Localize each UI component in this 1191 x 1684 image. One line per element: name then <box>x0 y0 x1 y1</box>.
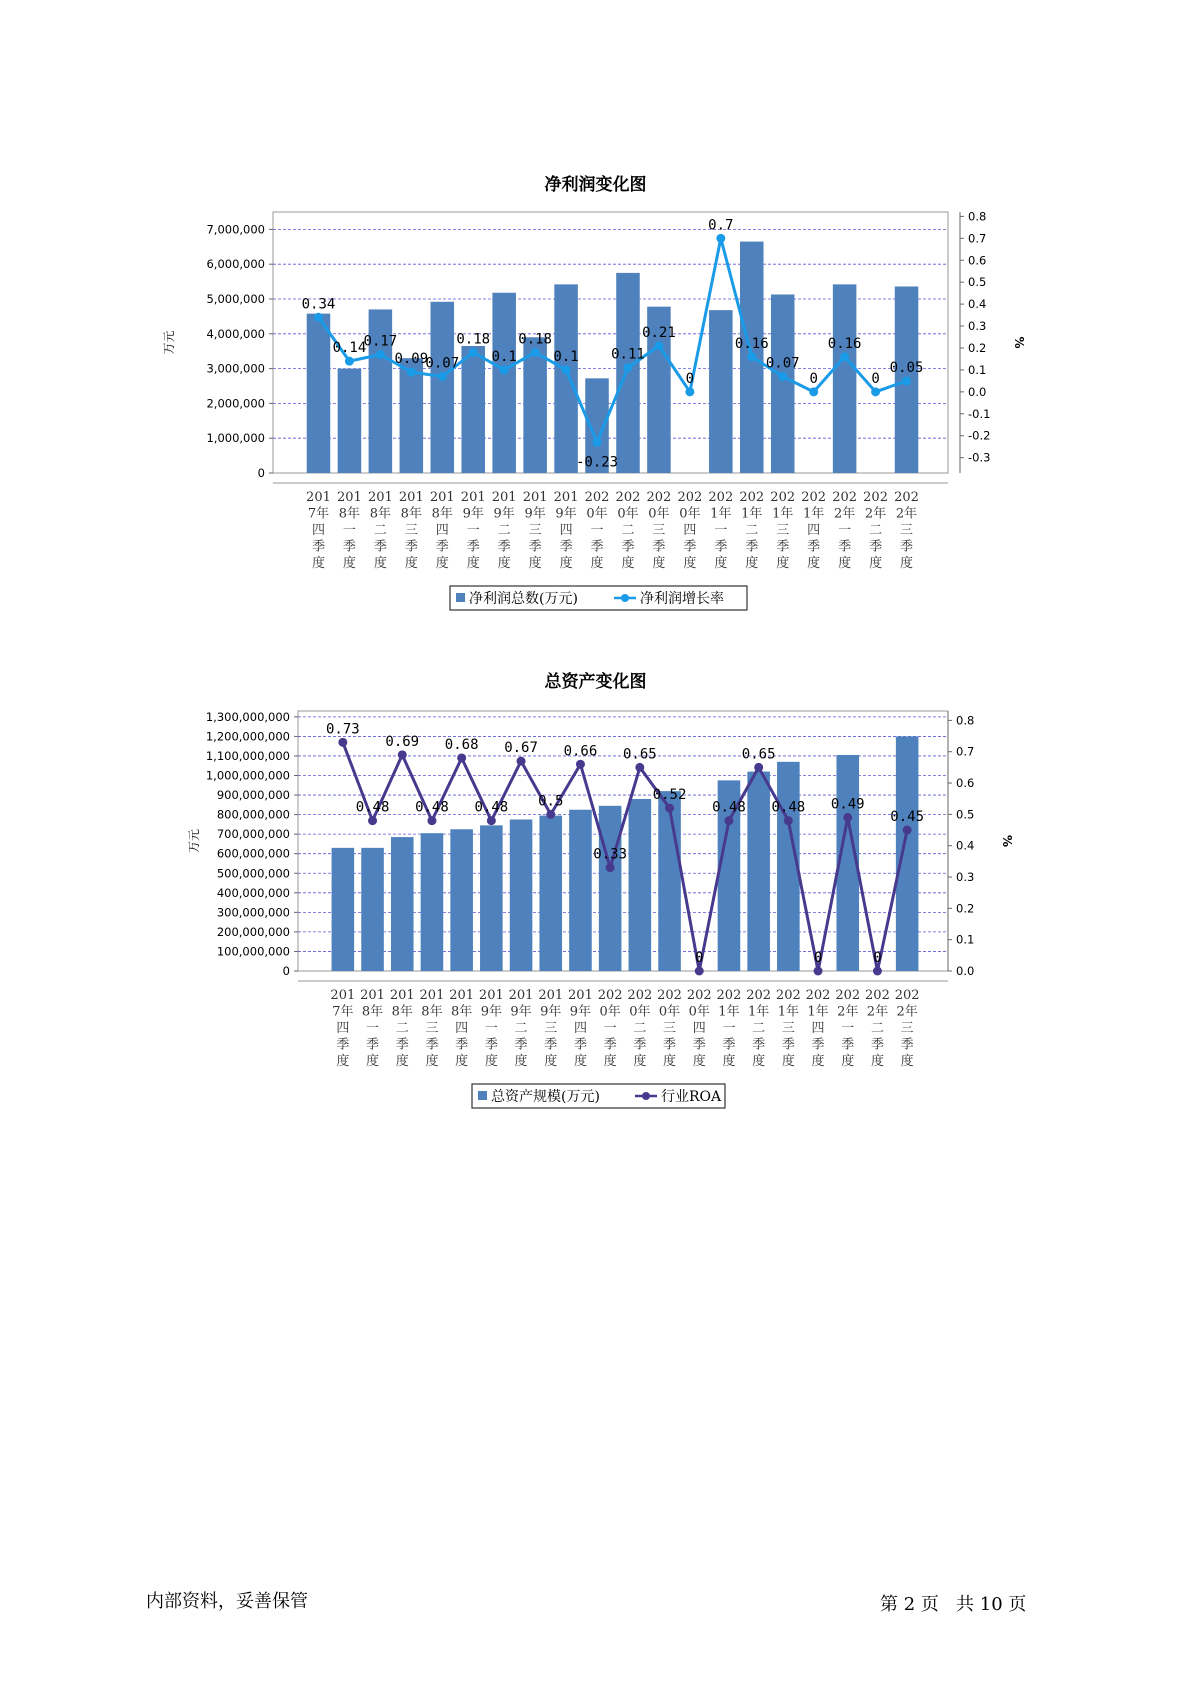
data-label-17: 0 <box>813 950 823 966</box>
y-tick-label: 3,000,000 <box>206 361 265 376</box>
line-point-14 <box>716 234 725 243</box>
line-point-12 <box>665 804 674 813</box>
y2-tick-label: -0.3 <box>968 450 991 465</box>
x-tick-label: 201 9年三季度 <box>538 988 564 1069</box>
line-point-11 <box>635 763 644 772</box>
bar-14 <box>709 310 733 473</box>
line-point-6 <box>487 816 496 825</box>
data-label-16: 0.07 <box>765 355 800 372</box>
data-label-11: 0.11 <box>611 346 645 363</box>
y2-axis-title: % <box>1000 834 1014 848</box>
footer-page-number: 第 2 页 共 10 页 <box>880 1594 1027 1615</box>
line-point-17 <box>814 967 823 976</box>
line-point-1 <box>338 738 347 747</box>
data-label-20: 0.05 <box>889 359 924 376</box>
x-tick-label: 202 0年一季度 <box>597 988 623 1069</box>
data-label-18: 0.49 <box>830 796 865 813</box>
bar-2 <box>338 369 362 473</box>
bar-7 <box>510 819 533 971</box>
line-point-5 <box>457 753 466 762</box>
y2-axis-title: % <box>1012 336 1026 349</box>
bar-10 <box>599 806 622 971</box>
y2-tick-label: 0.2 <box>956 901 975 916</box>
bar-20 <box>896 736 919 971</box>
bar-1 <box>332 848 355 971</box>
data-label-5: 0.68 <box>444 736 479 753</box>
line-point-11 <box>623 363 632 372</box>
line-point-14 <box>724 816 733 825</box>
y2-tick-label: 0.8 <box>956 713 975 728</box>
chart-1-title: 净利润变化图 <box>544 175 647 195</box>
x-tick-label: 201 9年一季度 <box>460 490 486 571</box>
line-point-2 <box>345 357 354 366</box>
line-point-19 <box>871 387 880 396</box>
x-tick-label: 202 1年二季度 <box>746 988 772 1069</box>
bar-9 <box>569 810 592 971</box>
line-point-1 <box>314 313 323 322</box>
line-point-18 <box>840 352 849 361</box>
x-tick-label: 202 0年三季度 <box>657 988 682 1069</box>
y-tick-label: 0 <box>282 964 290 978</box>
y2-tick-label: 0.7 <box>956 744 975 759</box>
line-point-12 <box>654 341 663 350</box>
x-tick-label: 201 9年二季度 <box>491 490 517 571</box>
y2-tick-label: 0.0 <box>956 964 975 978</box>
x-tick-label: 201 8年三季度 <box>398 490 424 571</box>
x-tick-label: 202 1年四季度 <box>801 490 827 571</box>
data-label-3: 0.17 <box>363 333 398 350</box>
y-axis-title: 万元 <box>187 828 201 854</box>
line-point-16 <box>784 816 793 825</box>
chart-2-title: 总资产变化图 <box>544 672 647 692</box>
data-label-14: 0.7 <box>708 217 734 234</box>
footer-confidential-note: 内部资料，妥善保管 <box>146 1591 308 1612</box>
bar-12 <box>658 791 681 971</box>
y-tick-label: 1,300,000,000 <box>205 709 290 724</box>
bar-5 <box>450 829 473 971</box>
y-tick-label: 2,000,000 <box>206 396 265 411</box>
x-tick-label: 202 1年二季度 <box>739 490 765 571</box>
x-tick-label: 201 9年二季度 <box>508 988 534 1069</box>
line-point-4 <box>407 368 416 377</box>
x-tick-label: 201 8年三季度 <box>419 988 445 1069</box>
y2-tick-label: 0.3 <box>956 870 975 885</box>
bar-11 <box>629 799 652 971</box>
data-label-4: 0.48 <box>415 799 449 816</box>
data-label-9: 0.66 <box>563 743 598 760</box>
x-tick-label: 201 8年二季度 <box>389 988 415 1069</box>
line-point-17 <box>809 387 818 396</box>
line-point-15 <box>754 763 763 772</box>
bar-7 <box>492 293 516 473</box>
x-tick-label: 202 2年一季度 <box>832 490 858 571</box>
bar-16 <box>771 294 795 473</box>
y2-tick-label: 0.6 <box>956 776 975 791</box>
y-axis-title: 万元 <box>162 330 176 355</box>
y2-tick-label: 0.3 <box>968 319 987 334</box>
y2-tick-label: 0.1 <box>956 932 975 947</box>
line-point-9 <box>562 365 571 374</box>
data-label-17: 0 <box>809 370 818 387</box>
data-label-5: 0.07 <box>425 355 460 372</box>
bar-4 <box>421 833 444 971</box>
line-point-15 <box>747 352 756 361</box>
x-tick-label: 201 8年二季度 <box>367 490 393 571</box>
x-tick-label: 201 8年四季度 <box>429 490 455 571</box>
data-label-8: 0.5 <box>538 793 564 810</box>
legend-line-marker <box>642 1092 650 1100</box>
data-label-6: 0.18 <box>456 331 491 348</box>
y2-tick-label: -0.1 <box>968 406 991 421</box>
x-tick-label: 201 7年四季度 <box>330 988 356 1069</box>
data-label-10: -0.23 <box>575 454 619 471</box>
y-tick-label: 900,000,000 <box>216 788 290 803</box>
line-point-18 <box>843 813 852 822</box>
y-tick-label: 1,000,000 <box>206 431 265 446</box>
bar-15 <box>747 772 770 971</box>
y-tick-label: 100,000,000 <box>216 944 290 959</box>
line-point-13 <box>685 387 694 396</box>
data-label-18: 0.16 <box>827 335 862 352</box>
line-point-3 <box>376 350 385 359</box>
data-label-8: 0.18 <box>518 331 552 348</box>
bar-9 <box>554 284 578 473</box>
y-tick-label: 1,100,000,000 <box>205 748 290 763</box>
x-tick-label: 201 8年一季度 <box>337 490 362 571</box>
x-tick-label: 202 1年四季度 <box>805 988 831 1069</box>
y2-tick-label: 0.5 <box>968 275 987 290</box>
legend-line-marker <box>621 594 629 602</box>
data-label-9: 0.1 <box>553 348 579 365</box>
y-tick-label: 800,000,000 <box>216 807 290 822</box>
data-label-13: 0 <box>685 370 695 387</box>
data-label-2: 0.14 <box>332 340 367 357</box>
y2-tick-label: 0.6 <box>968 253 987 268</box>
data-label-1: 0.34 <box>301 296 336 313</box>
line-point-20 <box>903 826 912 835</box>
data-label-2: 0.48 <box>355 799 390 816</box>
x-tick-label: 202 0年一季度 <box>584 490 610 571</box>
x-tick-label: 201 9年三季度 <box>522 490 548 571</box>
y-tick-label: 5,000,000 <box>206 292 265 306</box>
data-label-12: 0.21 <box>642 324 676 341</box>
x-tick-label: 202 1年三季度 <box>770 490 796 571</box>
y-tick-label: 6,000,000 <box>206 257 265 272</box>
bar-6 <box>480 825 503 971</box>
line-point-6 <box>469 348 478 357</box>
y2-tick-label: 0.1 <box>968 362 987 377</box>
data-label-6: 0.48 <box>474 799 509 816</box>
line-point-8 <box>531 348 540 357</box>
legend-bar-swatch <box>478 1091 487 1100</box>
data-label-19: 0 <box>873 950 882 966</box>
x-tick-label: 202 2年三季度 <box>894 490 919 571</box>
y-tick-label: 300,000,000 <box>216 905 290 920</box>
data-label-7: 0.67 <box>504 740 538 757</box>
legend-bar-swatch <box>456 593 465 602</box>
x-tick-label: 202 0年四季度 <box>686 988 712 1069</box>
line-point-13 <box>695 967 704 976</box>
y-tick-label: 200,000,000 <box>216 924 290 939</box>
y-tick-label: 1,000,000,000 <box>205 768 290 783</box>
x-tick-label: 202 0年二季度 <box>615 490 641 571</box>
data-label-1: 0.73 <box>325 721 360 738</box>
line-point-4 <box>427 816 436 825</box>
line-point-2 <box>368 816 377 825</box>
x-tick-label: 202 0年二季度 <box>627 988 653 1069</box>
line-point-10 <box>593 438 602 447</box>
line-point-8 <box>546 810 555 819</box>
x-tick-label: 202 1年一季度 <box>708 490 734 571</box>
line-point-3 <box>398 750 407 759</box>
chart-2-total-assets <box>0 697 1191 1157</box>
legend-label-bars: 净利润总数(万元) <box>469 591 578 607</box>
data-label-10: 0.33 <box>593 846 628 863</box>
legend-label-line: 行业ROA <box>661 1089 722 1105</box>
x-tick-label: 202 2年二季度 <box>865 988 890 1069</box>
y2-tick-label: 0.7 <box>968 231 987 246</box>
x-tick-label: 202 2年三季度 <box>894 988 920 1069</box>
y2-tick-label: 0.4 <box>968 297 987 312</box>
x-tick-label: 201 7年四季度 <box>306 490 331 571</box>
legend-label-bars: 总资产规模(万元) <box>491 1089 600 1105</box>
data-label-11: 0.65 <box>622 746 657 763</box>
y-tick-label: 7,000,000 <box>206 222 265 237</box>
bar-8 <box>539 816 562 971</box>
data-label-7: 0.1 <box>491 348 517 365</box>
x-tick-label: 202 1年一季度 <box>716 988 742 1069</box>
data-label-3: 0.69 <box>385 733 420 750</box>
line-point-19 <box>873 967 882 976</box>
legend-label-line: 净利润增长率 <box>640 591 724 607</box>
data-label-19: 0 <box>871 370 880 387</box>
y-tick-label: 400,000,000 <box>216 885 290 900</box>
data-label-4: 0.09 <box>394 351 429 368</box>
line-point-20 <box>902 376 911 385</box>
line-point-16 <box>778 372 787 381</box>
data-label-20: 0.45 <box>890 809 925 826</box>
x-tick-label: 202 2年一季度 <box>835 988 861 1069</box>
data-label-14: 0.48 <box>712 799 746 816</box>
y2-tick-label: 0.4 <box>956 838 975 853</box>
y2-tick-label: 0.2 <box>968 340 987 355</box>
bar-2 <box>361 848 384 971</box>
data-label-16: 0.48 <box>771 799 806 816</box>
bar-11 <box>616 273 640 473</box>
x-tick-label: 202 0年四季度 <box>677 490 703 571</box>
x-tick-label: 201 8年四季度 <box>449 988 475 1069</box>
line-point-7 <box>517 757 526 766</box>
x-tick-label: 202 2年二季度 <box>863 490 888 571</box>
y-tick-label: 600,000,000 <box>216 846 290 861</box>
y2-tick-label: 0.8 <box>968 209 987 224</box>
x-tick-label: 201 9年一季度 <box>478 988 504 1069</box>
bar-6 <box>461 346 485 473</box>
data-label-15: 0.65 <box>741 746 776 763</box>
line-point-5 <box>438 372 447 381</box>
line-point-10 <box>606 863 615 872</box>
line-point-7 <box>500 365 509 374</box>
bar-18 <box>833 284 857 473</box>
y-tick-label: 700,000,000 <box>216 827 290 842</box>
data-label-12: 0.52 <box>652 787 687 804</box>
x-tick-label: 201 9年四季度 <box>553 490 579 571</box>
data-label-15: 0.16 <box>734 335 769 352</box>
y-tick-label: 4,000,000 <box>206 326 265 341</box>
y-tick-label: 0 <box>257 466 265 480</box>
x-tick-label: 201 8年一季度 <box>360 988 385 1069</box>
y-tick-label: 500,000,000 <box>216 866 290 881</box>
y2-tick-label: -0.2 <box>968 428 991 443</box>
bar-5 <box>431 302 455 473</box>
x-tick-label: 202 0年三季度 <box>646 490 672 571</box>
line-point-9 <box>576 760 585 769</box>
x-tick-label: 201 9年四季度 <box>568 988 593 1069</box>
data-label-13: 0 <box>695 950 704 966</box>
y2-tick-label: 0.5 <box>956 807 975 822</box>
x-tick-label: 202 1年三季度 <box>775 988 801 1069</box>
y-tick-label: 1,200,000,000 <box>205 729 290 744</box>
bar-3 <box>391 837 414 971</box>
y2-tick-label: 0.0 <box>968 384 987 399</box>
bar-1 <box>307 314 331 473</box>
chart-1-net-profit <box>0 200 1191 660</box>
